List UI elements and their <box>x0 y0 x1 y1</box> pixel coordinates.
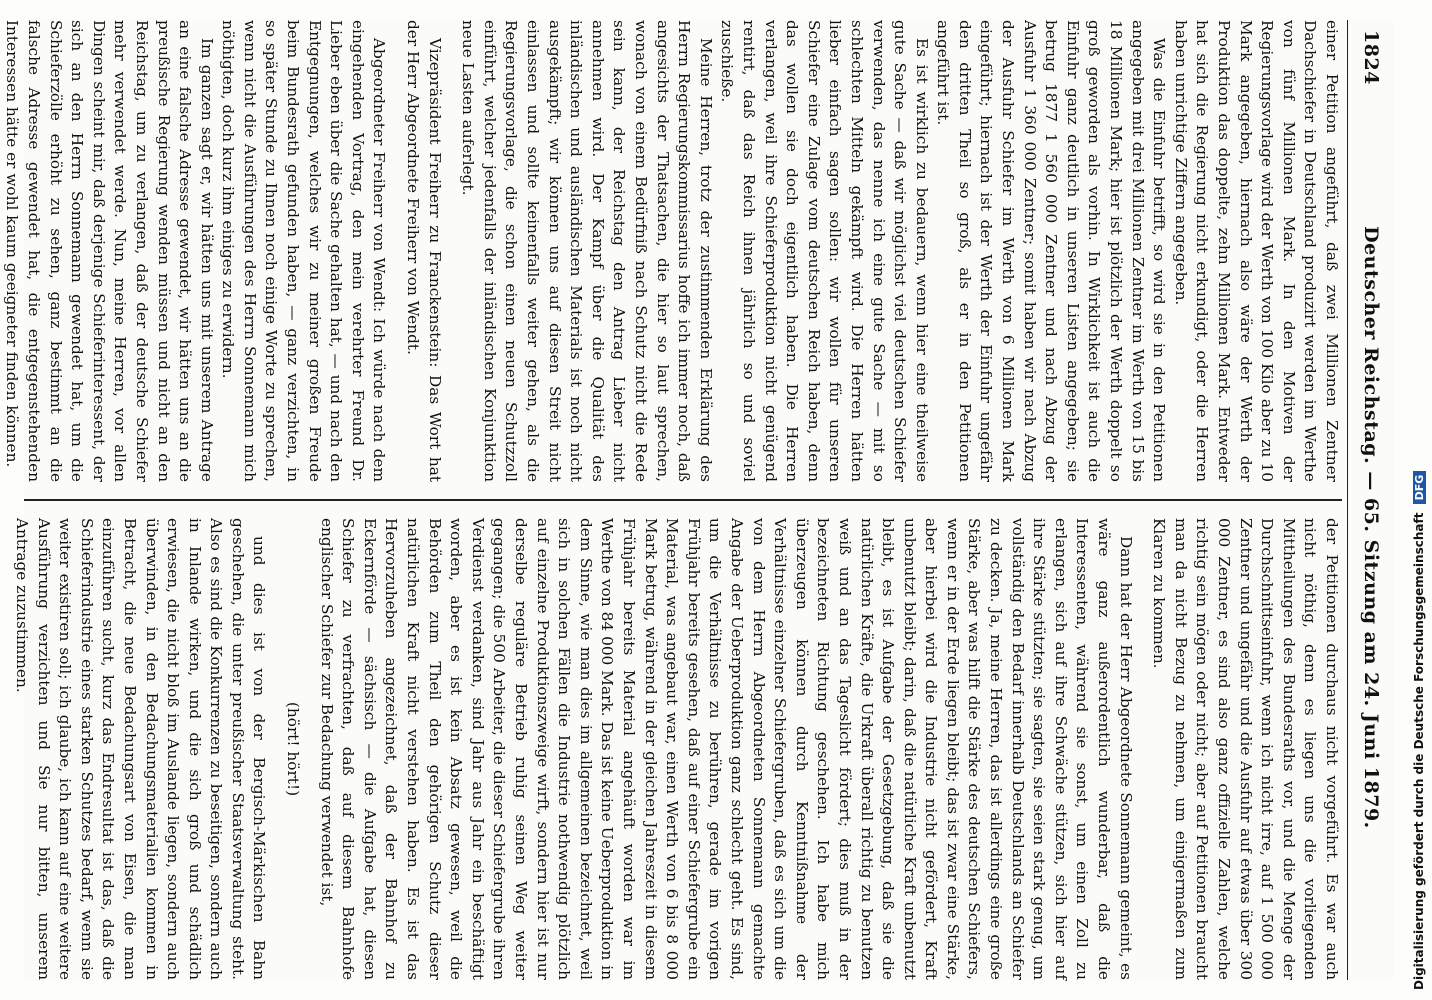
rotated-newspaper-page <box>3 20 1394 980</box>
right-column <box>12 518 1342 980</box>
paragraph: Was die Einfuhr betrifft, so wird sie in den Petitionen angegeben mit drei Millionen Zentner im Werth von 15 bis 18 Millionen Mark; hier ist plötzlich der Werth doppelt so groß geworden als vorhin. In Wirklichkeit ist auch die Einfuhr ganz deutlich in unseren Listen angegeben; sie betrug 1877 1 560 000 Zentner und nach Abzug der Ausfuhr 1 360 000 Zentner; somit haben wir nach Abzug der Ausfuhr Schiefer im Werth von 6 Millionen Mark eingeführt; hiernach ist der Werth der Einfuhr ungefähr den dritten Theil so groß, als er in den Petitionen angeführt ist. <box>934 20 1169 482</box>
paragraph: Es ist wirklich zu bedauern, wenn hier eine theilweise gute Sache — daß wir möglichst viel deutschen Schiefer verwenden, das nenne ich eine gute Sache — mit so schlechten Mitteln gekämpft wird. Die Herren hätten lieber einfach sagen sollen: wir wollen für unseren Schiefer eine Zulage vom deutschen Reich haben, denn das wollen sie doch eigentlich haben. Die Herren verlangen, weil ihre Schieferproduktion nicht genügend rentirt, daß das Reich ihnen jährlich so und soviel zuschieße. <box>718 20 931 482</box>
page-header <box>1347 20 1394 980</box>
dfg-logo: DFG <box>1413 471 1426 505</box>
paragraph <box>0 20 1 482</box>
paragraph: Abgeordneter Freiherr von Wendt: Ich würde nach dem eingehenden Vortrag, den mein verehrter Freund Dr. Lieber eben über die Sache gehalten hat, — und nach den Entgegnungen, welches wir zu meiner großen Freude beim Bundesrath gefunden haben, — ganz verzichten, in so später Stunde zu Ihnen noch einige Worte zu sprechen, wenn nicht die Ausführungen des Herrn Sonnemann mich nöthigten, doch kurz ihm einiges zu erwidern. <box>219 20 389 482</box>
paragraph: Im ganzen sagt er, wir hätten uns mit unserem Antrage an eine falsche Adresse gewendet, wir hätten uns an die preußische Regierung wenden müssen und nicht an den Reichstag, um zu verlangen, daß der deutsche Schiefer mehr verwendet werde. Nun, meine Herren, vor allen Dingen scheint mir, daß derjenige Schieferinteressent, der sich an den Herrn Sonnemann gewendet hat, um die Schieferzölle erhöht zu sehen, ganz bestimmt an die falsche Adresse gewendet hat, die entgegenstehenden Interessen hätte er wohl kaum geeigneter finden können. <box>3 20 216 482</box>
text-columns <box>3 20 1342 980</box>
page-number: 1824 <box>1360 30 1382 85</box>
column-divider <box>24 499 1342 501</box>
paragraph: einer Petition angeführt, daß zwei Millionen Zentner Dachschiefer in Deutschland produzirt werden im Werthe von fünf Millionen Mark. In den Motiven der Regierungsvorlage wird der Werth von 100 Kilo aber zu 10 Mark angegeben, hiernach also wäre der Werth der Produktion das doppelte, zehn Millionen Mark. Entweder hat sich die Regierung nicht erkundigt, oder die Herren haben unrichtige Ziffern angegeben. <box>1171 20 1341 482</box>
paragraph: Vizepräsident Freiherr zu Franckenstein: Das Wort hat der Herr Abgeordnete Freiherr von Wendt. <box>404 20 444 482</box>
paragraph: und dies ist von der Bergisch-Märkischen Bahn geschehen, die unter preußischer Staatsverwaltung steht. Also es sind die Konkurrenzen zu beseitigen, sondern auch in Inlande wirken, und die sich groß und schädlich erwiesen, die nicht bloß im Auslande liegen, sondern auch überwinden, in den Bedachungsmaterialien kommen in Betracht, die neue Bedachungsart von Eisen, die man einzuführen sucht, kurz das Endresultat ist das, daß die Schieferindustrie eines starken Schutzes bedarf, wenn sie weiter existiren soll; ich glaube, ich kann auf eine weitere Ausführung verzichten und Sie nur bitten, unserem Antrage zuzustimmen. <box>12 518 269 980</box>
credit-text: Digitalisierung gefördert durch die Deutsche Forschungsgemeinschaft <box>1412 512 1426 990</box>
paragraph: Meine Herren, trotz der zustimmenden Erklärung des Herrn Regierungskommissarius hoffe ich immer noch, daß angesichts der Thatsachen, die hier so laut sprechen, wonach von einem Bedürfniß nach Schutz nicht die Rede sein kann, der Reichstag den Antrag Lieber nicht annehmen wird. Der Kampf über die Qualität des inländischen und ausländischen Materials ist noch nicht ausgekämpft; wir können uns auf diesen Streit nicht einlassen und sollte keinenfalls weiter gehen, als die Regierungsvorlage, die schon einen neuen Schutzzoll einführt, welcher jedenfalls der inländischen Konjunktion neue Lasten auferlegt. <box>459 20 715 482</box>
digitization-credit <box>1412 471 1426 990</box>
paragraph: (hört! hört!) <box>284 701 303 797</box>
left-column <box>3 20 1342 482</box>
page-running-title: Deutscher Reichstag. — 65. Sitzung am 24. Juni 1879. <box>1360 226 1382 829</box>
paragraph: Dann hat der Herr Abgeordnete Sonnemann gemeint, es wäre ganz außerordentlich wunderbar, daß die Interessenten, während sie sonst, um einen Zoll zu erlangen, sich auf ihre Schwäche stützen, sich hier auf ihre Stärke stützten; sie sagten, sie seien stark genug, um vollständig den Bedarf innerhalb Deutschlands an Schiefer zu decken. Ja, meine Herren, das ist allerdings eine große Stärke, aber was hilft die Stärke des deutschen Schiefers, wenn er in der Erde liegen bleibt; das ist zwar eine Stärke, aber hierbei wird die Industrie nicht gefördert, Kraft unbenutzt bleibt; darin, daß die natürliche Kraft unbenutzt bleibt, es ist Aufgabe der Gesetzgebung, daß sie die natürlichen Kräfte, die Urkraft überall richtig zu benutzen weiß und an das Tageslicht fördert; dies muß in der bezeichneten Richtung geschehen. Ich habe mich überzeugen können durch Kenntnißnahme der Verhältnisse einzelner Schiefergruben, daß es sich um die von dem Herrn Abgeordneten Sonnemann gemachte Angabe der Ueberproduktion ganz schlecht geht. Es sind, um die Verhältnisse zu berühren, gerade im vorigen Frühjahr bereits gesehen, daß auf einer Schiefergrube ein Material, was angebaut war, einen Werth von 6 bis 8 000 Mark betrug, während in der gleichen Jahreszeit in diesem Frühjahr bereits Material angehäuft worden war im Werthe von 84 000 Mark. Das ist keine Ueberproduktion in dem Sinne, wie man dies im allgemeinen bezeichnet, weil sich in solchen Fällen die Industrie nothwendig plötzlich auf einzelne Produktionszweige wirft, sondern hier ist nur derselbe reguläre Betrieb ruhig seinen Weg weiter gegangen; die 500 Arbeiter, die dieser Schiefergrube ihren Verdienst verdanken, sind Jahr aus Jahr ein beschäftigt worden, aber es ist kein Absatz gewesen, weil die Behörden zum Theil den gehörigen Schutz dieser natürlichen Kraft nicht verstehen haben. Es ist das Hervorzuheben angezeichnet, daß der Bahnhof zu Eckernförde — sächsisch — die Aufgabe hat, diesen Schiefer zu verfrachten, daß auf diesem Bahnhofe englischer Schiefer zur Bedachung verwendet ist, <box>317 518 1135 980</box>
paragraph: der Petitionen durchaus nicht vorgeführt. Es war auch nicht nöthig, denn es liegen uns die vorliegenden Mittheilungen des Bundesraths vor, und die Menge der Durchschnittseinfuhr, wenn ich nicht irre, auf 1 500 000 Zentner und ungefähr und die Ausfuhr auf etwas über 300 000 Zentner, es sind also ganz offizielle Zahlen, welche richtig sein mögen oder nicht; aber auf Petitionen braucht man da nicht Bezug zu nehmen, um einigermaßen zum Klaren zu kommen. <box>1150 518 1341 980</box>
